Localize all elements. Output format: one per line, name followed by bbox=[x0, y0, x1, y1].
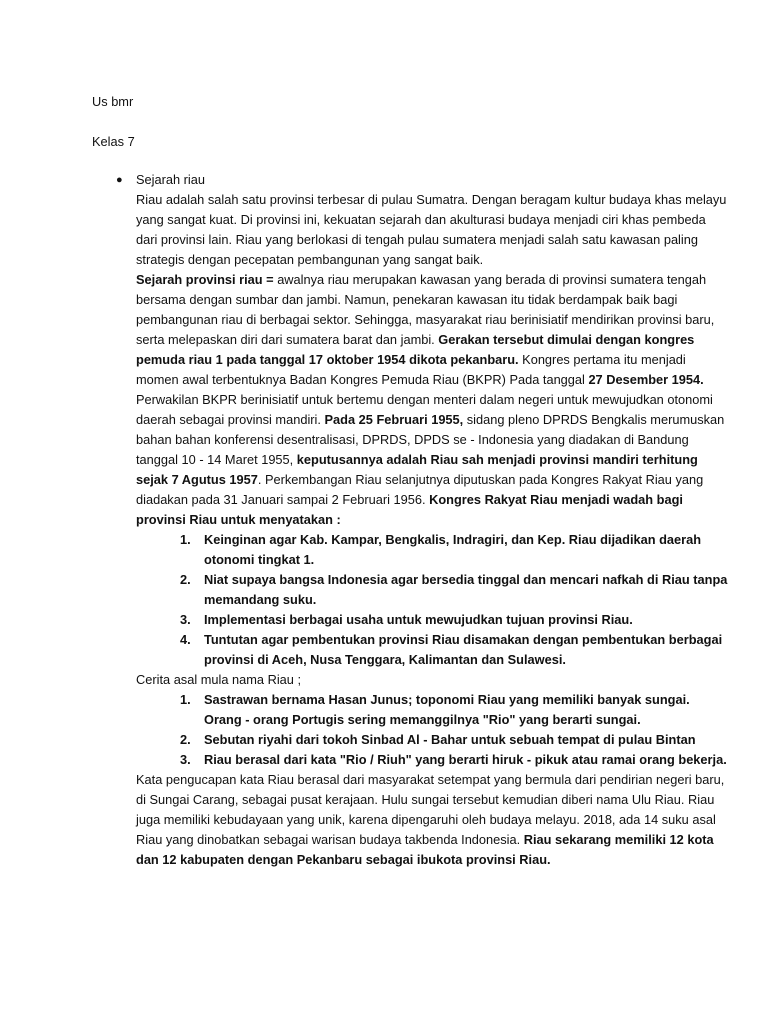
list-item: 2. Sebutan riyahi dari tokoh Sinbad Al - Bahar untuk sebuah tempat di pulau Bintan bbox=[180, 732, 696, 747]
section-title: Sejarah riau bbox=[136, 172, 206, 187]
author-line: Us bmr bbox=[92, 94, 134, 109]
declaration-list bbox=[136, 530, 728, 670]
history-paragraph: Sejarah provinsi riau = awalnya riau merupakan kawasan yang berada di provinsi sumatera tengah bersama dengan sumbar dan jambi. Namun, penekaran kawasan itu tidak berdampak baik bagi pembangunan riau di berbagai sektor. Sehingga, masyarakat riau berinisiatif mendirikan provinsi baru, serta melepaskan diri dari sumatera barat dan jambi. Gerakan tersebut dimulai dengan kongres pemuda riau 1 pada tanggal 17 oktober 1954 dikota pekanbaru. Kongres pertama itu menjadi momen awal terbentuknya Badan Kongres Pemuda Riau (BKPR) Pada tanggal 27 Desember 1954. Perwakilan BKPR berinisiatif untuk bertemu dengan menteri dalam negeri untuk mewujudkan otonomi daerah sebagai provinsi mandiri. Pada 25 Februari 1955, sidang pleno DPRDS Bengkalis merumuskan bahan bahan konferensi desentralisasi, DPRDS, DPDS se - Indonesia yang diadakan di Bandung tanggal 10 - 14 Maret 1955, keputusannya adalah Riau sah menjadi provinsi mandiri terhitung sejak 7 Agutus 1957. Perkembangan Riau selanjutnya diputuskan pada Kongres Rakyat Riau yang diadakan pada 31 Januari sampai 2 Februari 1956. Kongres Rakyat Riau menjadi wadah bagi provinsi Riau untuk menyatakan : bbox=[136, 272, 725, 527]
history-section bbox=[92, 170, 728, 870]
list-item: 3. Riau berasal dari kata "Rio / Riuh" yang berarti hiruk - pikuk atau ramai orang bekerja. bbox=[180, 752, 727, 767]
list-item: 3. Implementasi berbagai usaha untuk mewujudkan tujuan provinsi Riau. bbox=[180, 612, 633, 627]
origin-list bbox=[136, 690, 728, 770]
closing-paragraph: Kata pengucapan kata Riau berasal dari masyarakat setempat yang bermula dari pendirian negeri baru, di Sungai Carang, sebagai pusat kerajaan. Hulu sungai tersebut kemudian diberi nama Ulu Riau. Riau juga memiliki kebudayaan yang unik, karena dipengaruhi oleh budaya melayu. 2018, ada 14 suku asal Riau yang dinobatkan sebagai warisan budaya takbenda Indonesia. Riau sekarang memiliki 12 kota dan 12 kabupaten dengan Pekanbaru sebagai ibukota provinsi Riau. bbox=[136, 772, 725, 867]
list-item: 1. Keinginan agar Kab. Kampar, Bengkalis, Indragiri, dan Kep. Riau dijadikan daerah otonomi tingkat 1. bbox=[180, 532, 702, 567]
class-line: Kelas 7 bbox=[92, 134, 135, 149]
origin-title: Cerita asal mula nama Riau ; bbox=[136, 672, 302, 687]
bullet-icon: ● bbox=[116, 174, 123, 186]
list-item: 4. Tuntutan agar pembentukan provinsi Riau disamakan dengan pembentukan berbagai provinsi di Aceh, Nusa Tenggara, Kalimantan dan Sulawesi. bbox=[180, 632, 723, 667]
intro-paragraph: Riau adalah salah satu provinsi terbesar di pulau Sumatra. Dengan beragam kultur budaya khas melayu yang sangat kuat. Di provinsi ini, kekuatan sejarah dan akulturasi budaya menjadi ciri khas pembeda dari provinsi lain. Riau yang berlokasi di tengah pulau sumatera menjadi salah satu kawasan paling strategis dengan pecepatan pembangunan yang sangat baik. bbox=[136, 192, 727, 267]
list-item: 2. Niat supaya bangsa Indonesia agar bersedia tinggal dan mencari nafkah di Riau tanpa memandang suku. bbox=[180, 572, 728, 607]
list-item: 1. Sastrawan bernama Hasan Junus; toponomi Riau yang memiliki banyak sungai. Orang - orang Portugis sering memanggilnya "Rio" yang berarti sungai. bbox=[180, 692, 690, 727]
